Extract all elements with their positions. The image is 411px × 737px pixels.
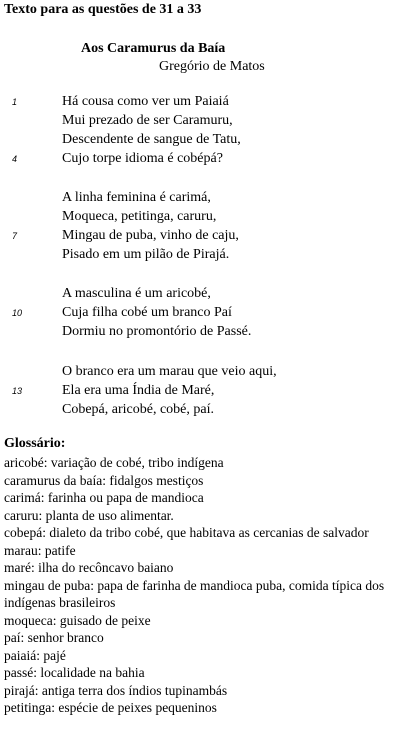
line-number: 4 <box>12 154 18 164</box>
stanza-3 <box>62 284 251 341</box>
glossary-entry: maré: ilha do recôncavo baiano <box>4 560 174 575</box>
verse-line: Mingau de puba, vinho de caju, <box>62 228 239 243</box>
glossary-entry: caramurus da baía: fidalgos mestiços <box>4 472 204 488</box>
verse-line: Moqueca, petitinga, caruru, <box>62 209 217 224</box>
verse-line: Cuja filha cobé um branco Paí <box>62 305 232 320</box>
poem-title: Aos Caramurus da Baía <box>81 41 226 56</box>
glossary-entry: aricobé: variação de cobé, tribo indígena <box>4 455 224 470</box>
glossary-entry: paiaiá: pajé <box>4 647 66 663</box>
verse-line: Pisado em um pilão de Pirajá. <box>62 247 230 262</box>
glossary-entry: mingau de puba: papa de farinha de mandioca puba, comida típica dos indígenas brasileiros <box>4 577 385 610</box>
stanza-2 <box>62 188 239 264</box>
glossary-entry: caruru: planta de uso alimentar. <box>4 507 174 523</box>
questions-header: Texto para as questões de 31 a 33 <box>4 2 202 17</box>
glossary-entry: passé: localidade na bahia <box>4 665 145 680</box>
glossary-entry: petitinga: espécie de peixes pequeninos <box>4 700 217 715</box>
verse-line: Cobepá, aricobé, cobé, paí. <box>62 402 214 417</box>
verse-line: Ela era uma Índia de Maré, <box>62 383 215 398</box>
glossary-entry: marau: patife <box>4 542 76 558</box>
line-number: 13 <box>12 386 23 396</box>
verse-line: O branco era um marau que veio aqui, <box>62 364 277 379</box>
verse-line: Há cousa como ver um Paiaiá <box>62 94 229 109</box>
verse-line: Mui prezado de ser Caramuru, <box>62 113 233 128</box>
verse-line: A masculina é um aricobé, <box>62 286 211 301</box>
verse-line: Dormiu no promontório de Passé. <box>62 324 252 339</box>
line-number: 10 <box>12 308 23 318</box>
glossary-entry: carimá: farinha ou papa de mandioca <box>4 490 204 505</box>
stanza-4 <box>62 362 277 419</box>
line-number: 7 <box>12 231 18 241</box>
glossary-entry: cobepá: dialeto da tribo cobé, que habitava as cercanias de salvador <box>4 525 369 540</box>
verse-line: Descendente de sangue de Tatu, <box>62 132 241 147</box>
glossary-entry: paí: senhor branco <box>4 630 104 645</box>
glossary-title: Glossário: <box>4 436 66 451</box>
glossary-entry: pirajá: antiga terra dos índios tupinambás <box>4 682 228 698</box>
line-number: 1 <box>12 97 18 107</box>
glossary-list <box>4 454 409 717</box>
poem-author: Gregório de Matos <box>159 59 265 74</box>
stanza-1 <box>62 92 241 168</box>
verse-line: Cujo torpe idioma é cobépá? <box>62 151 223 166</box>
verse-line: A linha feminina é carimá, <box>62 190 211 205</box>
glossary-entry: moqueca: guisado de peixe <box>4 612 151 628</box>
